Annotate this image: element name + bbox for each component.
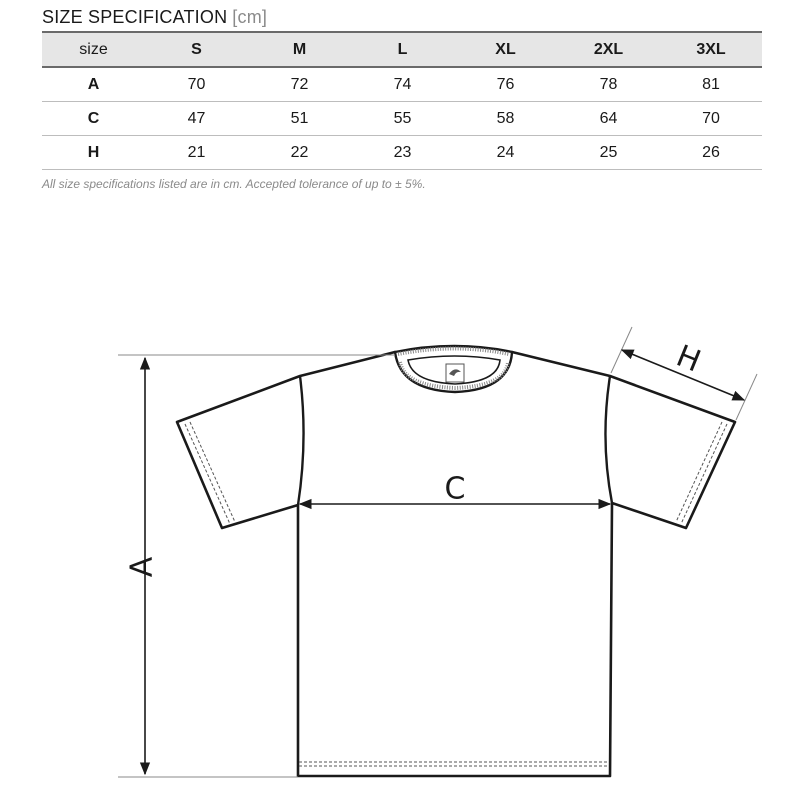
table-cell: 74 [351, 67, 454, 102]
header-xl: XL [454, 32, 557, 67]
table-cell: 72 [248, 67, 351, 102]
table-cell: 23 [351, 136, 454, 170]
title-text: SIZE SPECIFICATION [42, 7, 228, 27]
table-cell: 70 [660, 102, 762, 136]
label-c: C [444, 471, 466, 507]
header-size: size [42, 32, 145, 67]
tshirt-outline [177, 352, 735, 776]
table-cell: 81 [660, 67, 762, 102]
table-cell: 76 [454, 67, 557, 102]
table-cell: 47 [145, 102, 248, 136]
table-cell: 21 [145, 136, 248, 170]
table-cell: 70 [145, 67, 248, 102]
header-l: L [351, 32, 454, 67]
table-cell: 78 [557, 67, 660, 102]
label-a: A [124, 556, 160, 578]
label-h: H [671, 338, 706, 380]
table-cell: 58 [454, 102, 557, 136]
table-cell: 25 [557, 136, 660, 170]
tolerance-note: All size specifications listed are in cm. Accepted tolerance of up to ± 5%. [42, 177, 426, 191]
title-unit: [cm] [232, 7, 268, 27]
table-cell: 51 [248, 102, 351, 136]
table-cell: 24 [454, 136, 557, 170]
header-m: M [248, 32, 351, 67]
table-cell: 64 [557, 102, 660, 136]
header-2xl: 2XL [557, 32, 660, 67]
row-label: A [42, 67, 145, 102]
neck-label-icon [446, 364, 464, 382]
table-cell: 26 [660, 136, 762, 170]
table-cell: 55 [351, 102, 454, 136]
header-3xl: 3XL [660, 32, 762, 67]
header-s: S [145, 32, 248, 67]
row-label: H [42, 136, 145, 170]
row-label: C [42, 102, 145, 136]
table-cell: 22 [248, 136, 351, 170]
